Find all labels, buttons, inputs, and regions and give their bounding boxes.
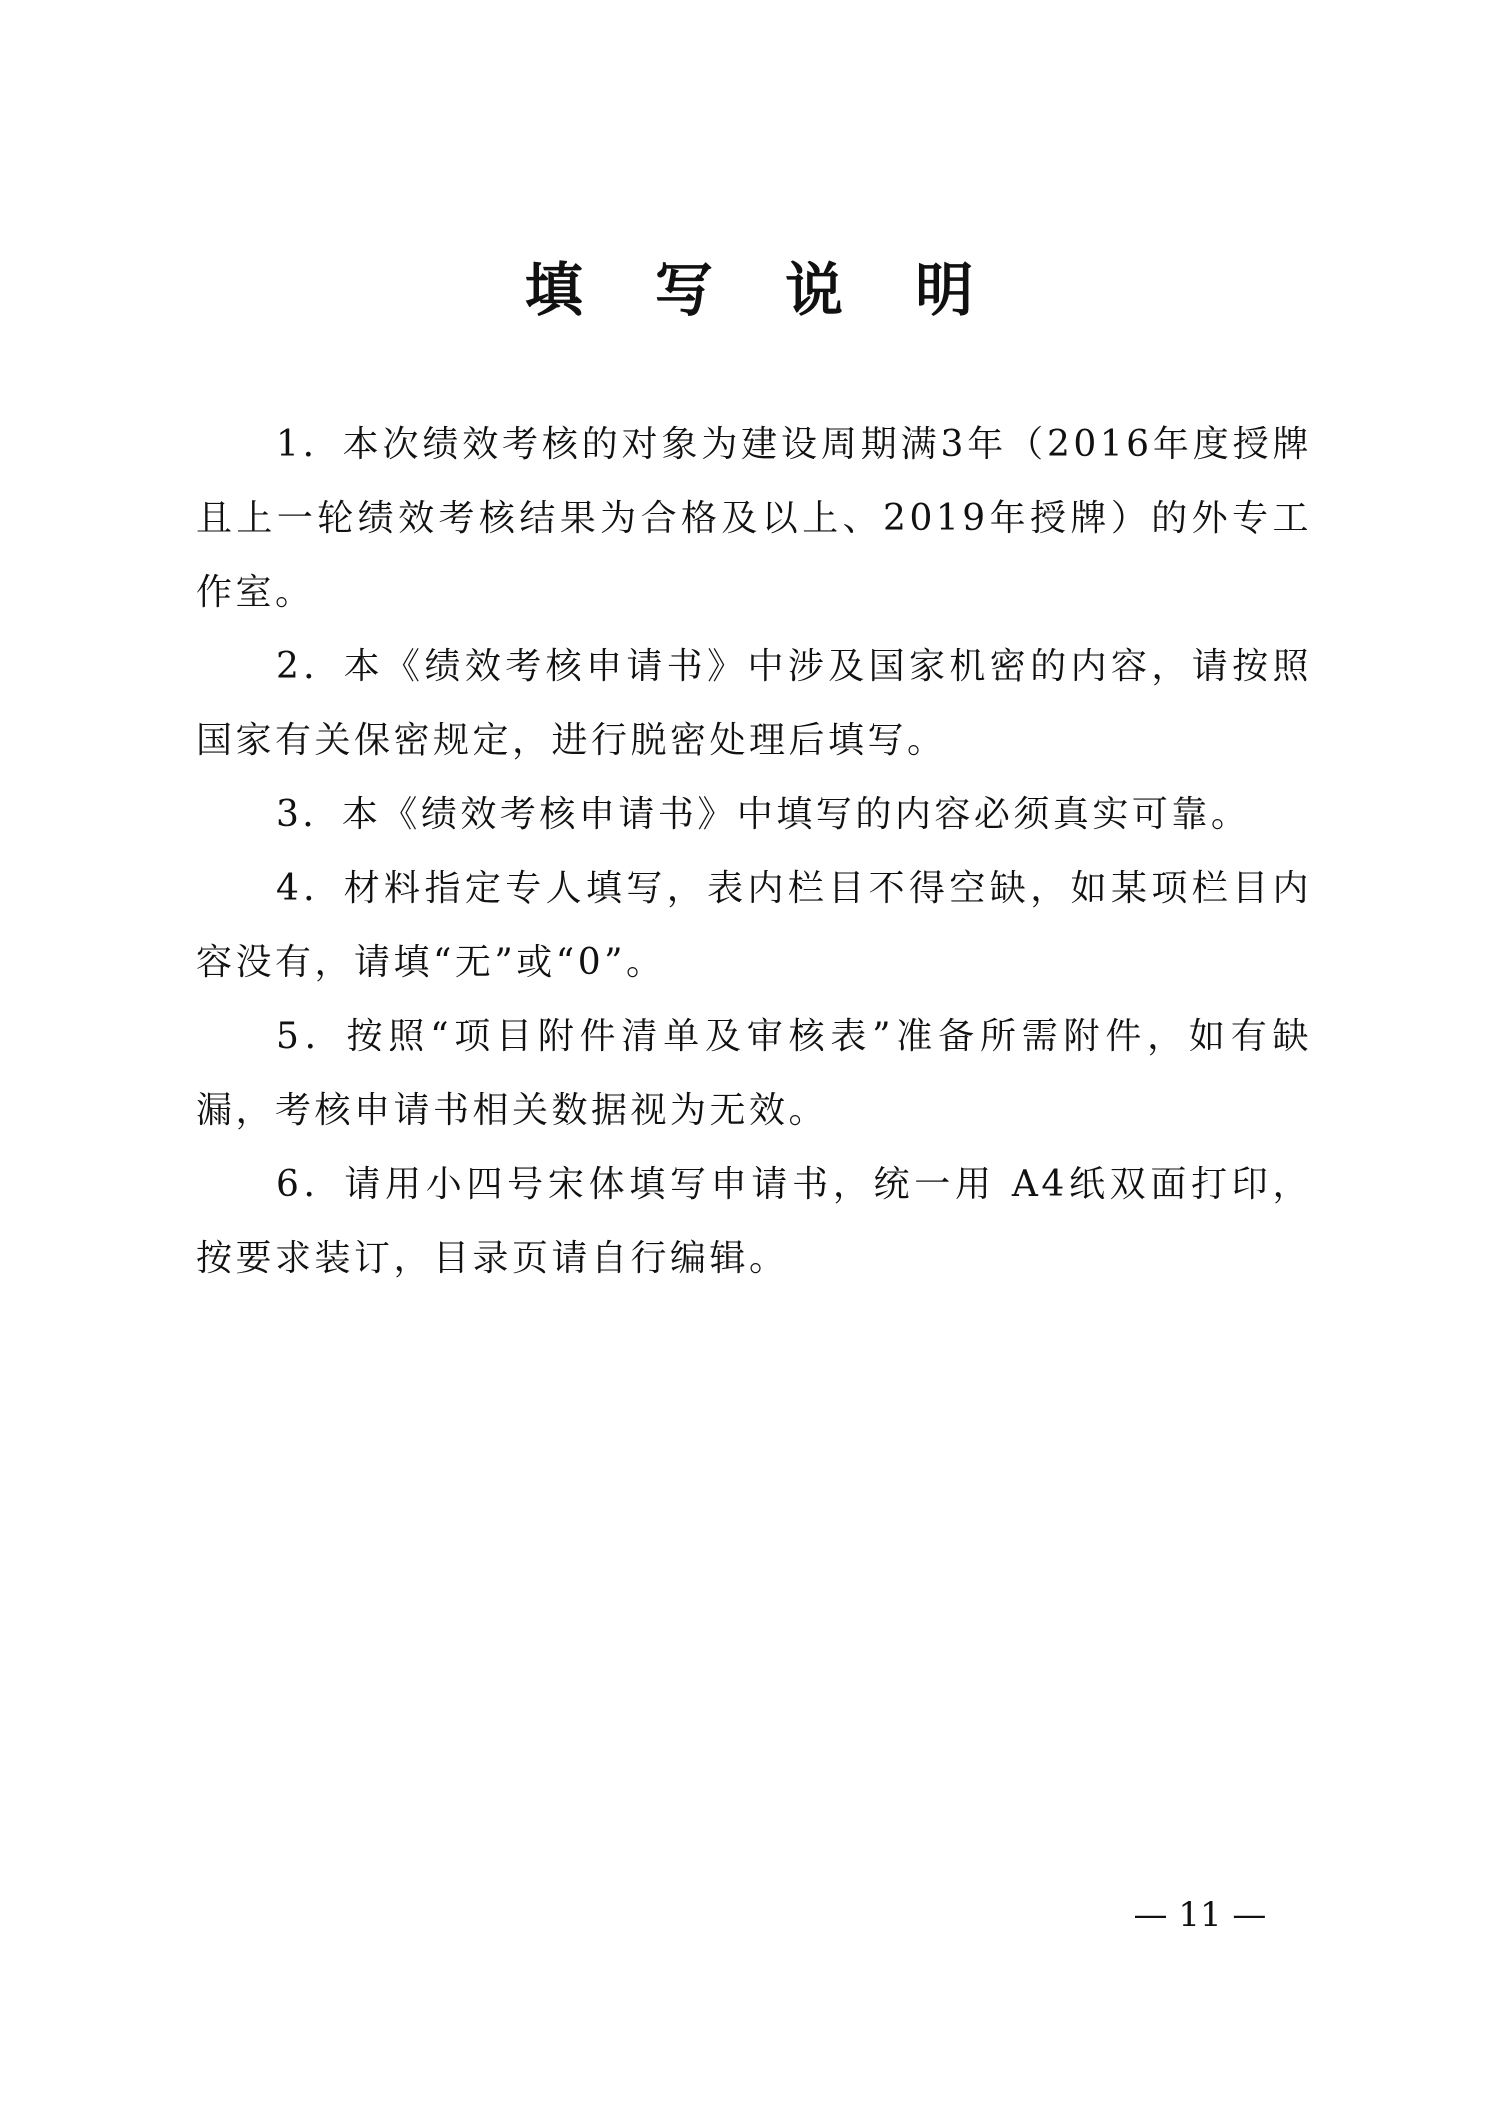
page-title: 填 写 说 明 [524, 256, 1000, 324]
instruction-paragraph-2: 2．本《绩效考核申请书》中涉及国家机密的内容，请按照国家有关保密规定，进行脱密处理后填写。 [196, 646, 1312, 761]
instructions-body [196, 408, 1312, 1296]
instruction-paragraph-3: 3．本《绩效考核申请书》中填写的内容必须真实可靠。 [276, 794, 1251, 835]
instruction-paragraph-1: 1．本次绩效考核的对象为建设周期满3年（2016年度授牌且上一轮绩效考核结果为合格及以上、2019年授牌）的外专工作室。 [196, 424, 1312, 613]
page-number: — 11 — [1133, 1895, 1267, 1935]
instruction-paragraph-4: 4．材料指定专人填写，表内栏目不得空缺，如某项栏目内容没有，请填“无”或“0”。 [196, 868, 1312, 983]
instruction-paragraph-5: 5．按照“项目附件清单及审核表”准备所需附件，如有缺漏，考核申请书相关数据视为无效。 [196, 1016, 1312, 1131]
instruction-paragraph-6: 6．请用小四号宋体填写申请书，统一用 A4纸双面打印，按要求装订，目录页请自行编辑。 [196, 1164, 1312, 1279]
